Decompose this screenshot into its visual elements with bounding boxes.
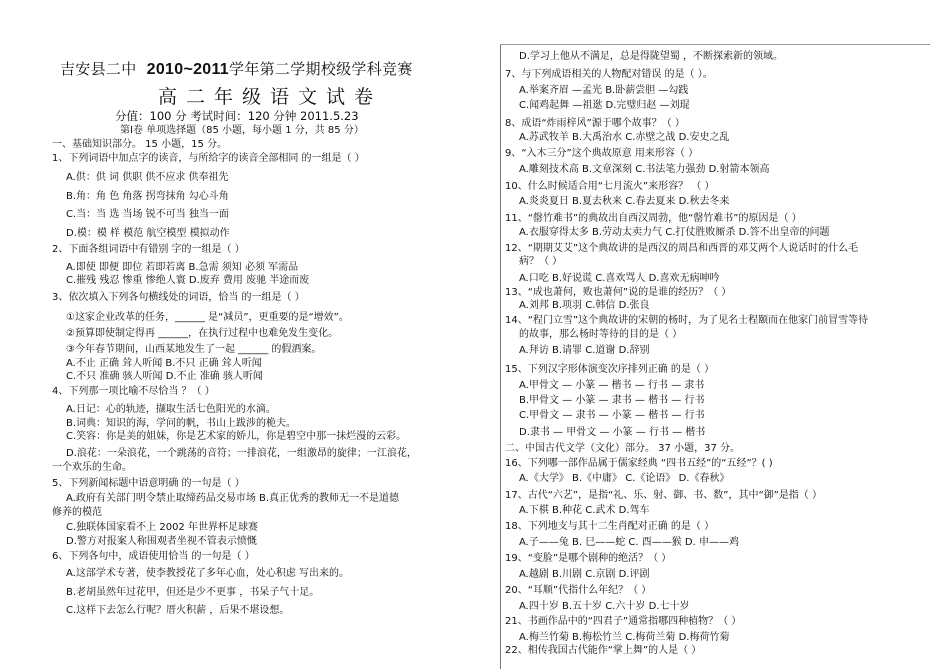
answer-option-line: A.供：供 词 供职 供不应求 供奉祖先 (66, 172, 229, 183)
title-suffix: 学年第二学期校级学科竞赛 (229, 60, 413, 78)
question-line: 12、“期期艾艾”这个典故讲的是西汉的周昌和西晋的邓艾两个人说话时的什么毛 (505, 243, 859, 254)
answer-option-line: C.不只 准确 骇人听闻 D.不止 准确 骇人听闻 (66, 371, 263, 382)
question-line: 20、“耳顺”代指什么年纪？（ ） (505, 585, 652, 596)
school-years: 2010~2011 (146, 61, 230, 78)
question-line: ③今年春节期间，山西某地发生了一起 ______ 的假酒案。 (66, 344, 322, 355)
question-line: 3、依次填入下列各句横线处的词语，恰当 的一组是（ ） (52, 292, 305, 303)
answer-option-line: C.笑容：你是美的姐妹，你是艺术家的娇儿，你是碧空中那一抹烂漫的云彩。 (66, 431, 407, 442)
exam-title (60, 58, 413, 79)
answer-option-line: A.拜访 B.请罪 C.道谢 D.辞别 (519, 345, 650, 356)
answer-option-line: C.甲骨文 — 隶书 — 小篆 — 楷书 — 行书 (519, 410, 705, 421)
answer-option-line: A.刘邦 B.项羽 C.韩信 D.张良 (519, 300, 650, 311)
question-line: 5、下列新闻标题中语意明确 的一句是（ ） (52, 478, 245, 489)
answer-option-line: A.炎炎夏日 B.夏去秋来 C.春去夏来 D.秋去冬来 (519, 196, 730, 207)
question-line: 10、什么时候适合用“七月流火”来形容？ （ ） (505, 181, 715, 192)
question-line: ①这家企业改革的任务，______ 是“减员”，更重要的是“增效”。 (66, 312, 349, 323)
answer-option-line: A.即使 即便 即位 若即若离 B.急需 须知 必须 军需品 (66, 262, 299, 273)
question-line: 一、基础知识部分。 15 小题，15 分。 (52, 139, 227, 150)
answer-option-line: D.警方对报案人称围观者坐视不管表示愤慨 (66, 536, 257, 547)
question-line: 15、下列汉字形体演变次序排列正确 的是（ ） (505, 364, 715, 375)
answer-option-line: A.甲骨文 — 小篆 — 楷书 — 行书 — 隶书 (519, 380, 705, 391)
question-line: 9、“入木三分”这个典故原意 用来形容（ ） (505, 148, 699, 159)
answer-option-line: D.隶书 — 甲骨文 — 小篆 — 行书 — 楷书 (519, 427, 706, 438)
answer-option-line: A.雕刻技术高 B.文章深刻 C.书法笔力强劲 D.射箭本领高 (519, 164, 770, 175)
answer-option-line: D.浪花：一朵浪花，一个跳荡的音符；一排浪花，一组激昂的旋律；一江浪花， (66, 448, 417, 459)
question-line: 1、下列词语中加点字的读音，与所给字的读音全部相同 的一组是（ ） (52, 153, 365, 164)
question-line: 14、“程门立雪”这个典故讲的宋朝的杨时，为了见名士程颐而在他家门前冒雪等待 (505, 315, 869, 326)
question-line: 16、下列哪一部作品属于儒家经典 “四书五经”的“五经”？( ) (505, 458, 773, 469)
exam-meta: 分值：100 分 考试时间：120 分钟 2011.5.23 (115, 109, 359, 123)
question-line: 22、相传我国古代能作“掌上舞”的人是（ ） (505, 645, 702, 656)
question-line: 二、中国古代文学（文化）部分。 37 小题，37 分。 (505, 443, 740, 454)
answer-option-line: B.角：角 色 角落 拐弯抹角 勾心斗角 (66, 191, 229, 202)
answer-option-line: A.子——兔 B. 巳——蛇 C. 酉——猴 D. 申——鸡 (519, 537, 739, 548)
section-heading: 第Ⅰ卷 单项选择题（85 小题，每小题 1 分，共 85 分） (120, 125, 364, 136)
answer-option-line: C.独联体国家看不上 2002 年世界杯足球赛 (66, 522, 258, 533)
answer-option-line: D.学习上他从不满足，总是得陇望蜀 ，不断探索新的领域。 (519, 51, 784, 62)
answer-option-line: A.梅兰竹菊 B.梅松竹兰 C.梅荷兰菊 D.梅荷竹菊 (519, 632, 730, 643)
answer-option-line: C.这样下去怎么行呢？厝火积薪 ，后果不堪设想。 (66, 605, 290, 616)
answer-option-line: A.这部学术专著，使李教授花了多年心血，处心积虑 写出来的。 (66, 568, 350, 579)
column-divider (500, 44, 501, 669)
answer-option-line: A.政府有关部门明令禁止取缔药品交易市场 B.真正优秀的教师无一不是道德 (66, 493, 400, 504)
question-line: ②预算即使制定得再 ______，在执行过程中也难免发生变化。 (66, 328, 339, 339)
answer-option-line: A.越剧 B.川剧 C.京剧 D.评剧 (519, 569, 650, 580)
answer-option-line: A.苏武牧羊 B.大禹治水 C.赤壁之战 D.安史之乱 (519, 132, 730, 143)
question-line: 17、古代“六艺”，是指“礼、乐、射、御、书、数”，其中“御”是指（ ） (505, 490, 822, 501)
answer-option-line: A.口吃 B.好说谎 C.喜欢骂人 D.喜欢无病呻吟 (519, 273, 720, 284)
question-line: 4、下列那一项比喻不尽恰当 ？（ ） (52, 386, 215, 397)
school-name: 吉安县二中 (60, 60, 137, 78)
answer-option-line: C.当：当 选 当场 锐不可当 独当一面 (66, 209, 229, 220)
question-line: 一个欢乐的生命。 (52, 462, 132, 473)
question-line: 13、“成也萧何，败也萧何”说的是谁的经历？（ ） (505, 287, 732, 298)
answer-option-line: C.闻鸡起舞 —祖逖 D.完璧归赵 —刘琨 (519, 100, 690, 111)
question-line: 18、下列地支与其十二生肖配对正确 的是（ ） (505, 521, 715, 532)
answer-option-line: D.模：模 样 模范 航空模型 模拟动作 (66, 228, 230, 239)
question-line: 2、下面各组词语中有错别 字的一组是（ ） (52, 244, 245, 255)
answer-option-line: B.甲骨文 — 小篆 — 隶书 — 楷书 — 行书 (519, 395, 705, 406)
question-line: 6、下列各句中，成语使用恰当 的一句是（ ） (52, 551, 255, 562)
answer-option-line: A.举案齐眉 —孟光 B.卧薪尝胆 —勾践 (519, 85, 689, 96)
answer-option-line: A.下棋 B.种花 C.武术 D.驾车 (519, 505, 650, 516)
question-line: 21、书画作品中的“四君子”通常指哪四种植物？（ ） (505, 616, 742, 627)
answer-option-line: B.老胡虽然年过花甲，但还是少不更事 ，书呆子气十足。 (66, 587, 320, 598)
question-line: 的故事，那么杨时等待的目的是（ ） (519, 329, 683, 340)
answer-option-line: A.不止 正确 耸人听闻 B.不只 正确 耸人听闻 (66, 358, 262, 369)
question-line: 19、“变脸”是哪个剧种的绝活？（ ） (505, 553, 672, 564)
answer-option-line: B.词典：知识的海，学问的帆，书山上跋涉的桅夫。 (66, 418, 297, 429)
question-line: 8、成语“炸雨梓风”源于哪个故事？（ ） (505, 118, 685, 129)
exam-subtitle: 高二年级语文试卷 (158, 86, 383, 108)
question-line: 11、“罄竹难书”的典故出自西汉周勃，他“罄竹难书”的原因是（ ） (505, 213, 802, 224)
top-rule (500, 44, 930, 45)
answer-option-line: A.《大学》 B.《中庸》 C.《论语》 D.《春秋》 (519, 473, 730, 484)
question-line: 7、与下列成语相关的人物配对错误 的是（ ）。 (505, 69, 713, 80)
question-line: 病？（ ） (519, 256, 563, 267)
answer-option-line: A.四十岁 B.五十岁 C.六十岁 D.七十岁 (519, 601, 690, 612)
question-line: 修养的模范 (52, 507, 102, 518)
answer-option-line: A.日记：心的轨迹，撷取生活七色阳光的水滴。 (66, 404, 276, 415)
answer-option-line: A.衣服穿得太多 B.劳动太卖力气 C.打仗胜败厮杀 D.答不出皇帝的问题 (519, 227, 830, 238)
answer-option-line: C.摧残 残忍 惨重 惨绝人寰 D.废弃 费用 废驰 半途而废 (66, 275, 310, 286)
